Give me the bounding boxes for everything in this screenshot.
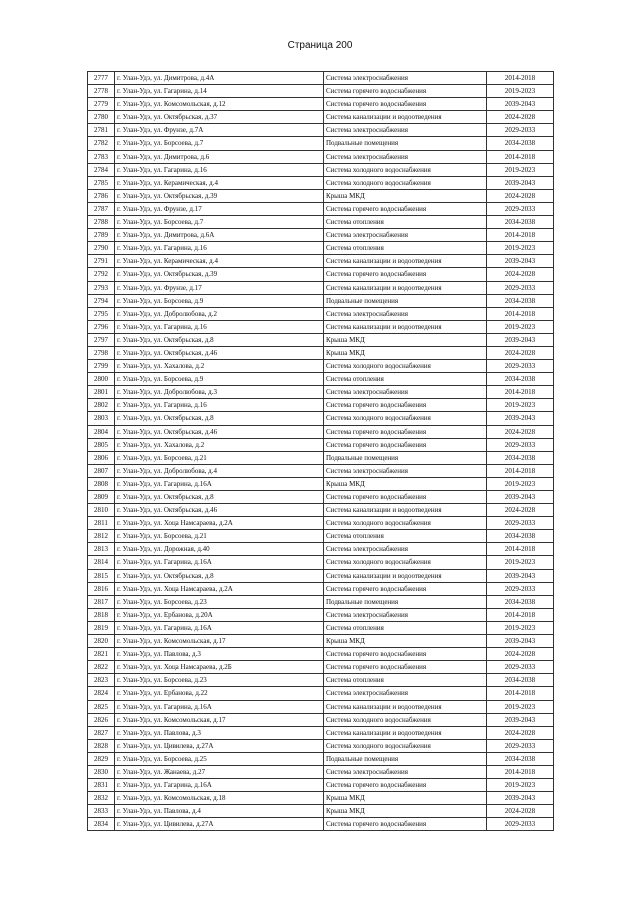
system-cell: Система холодного водоснабжения (324, 739, 487, 752)
period-cell: 2034-2038 (487, 752, 554, 765)
system-cell: Система горячего водоснабжения (324, 818, 487, 831)
period-cell: 2034-2038 (487, 530, 554, 543)
system-cell: Система канализации и водоотведения (324, 255, 487, 268)
table-row (88, 504, 554, 517)
table-row (88, 399, 554, 412)
table-row (88, 307, 554, 320)
row-number: 2828 (88, 739, 115, 752)
period-cell: 2029-2033 (487, 360, 554, 373)
address-cell: г. Улан-Удэ, ул. Октябрьская, д.8 (115, 333, 324, 346)
table-row (88, 700, 554, 713)
table-row (88, 595, 554, 608)
row-number: 2834 (88, 818, 115, 831)
address-cell: г. Улан-Удэ, ул. Борсоева, д.7 (115, 216, 324, 229)
system-cell: Система электроснабжения (324, 687, 487, 700)
table-row (88, 320, 554, 333)
row-number: 2822 (88, 661, 115, 674)
table-row (88, 648, 554, 661)
address-cell: г. Улан-Удэ, ул. Фрунзе, д.7А (115, 124, 324, 137)
address-cell: г. Улан-Удэ, ул. Керамическая, д.4 (115, 176, 324, 189)
row-number: 2795 (88, 307, 115, 320)
address-cell: г. Улан-Удэ, ул. Октябрьская, д.46 (115, 504, 324, 517)
system-cell: Система горячего водоснабжения (324, 438, 487, 451)
row-number: 2812 (88, 530, 115, 543)
row-number: 2804 (88, 425, 115, 438)
system-cell: Система отопления (324, 242, 487, 255)
system-cell: Система горячего водоснабжения (324, 268, 487, 281)
system-cell: Система горячего водоснабжения (324, 491, 487, 504)
address-cell: г. Улан-Удэ, ул. Борсоева, д.23 (115, 595, 324, 608)
period-cell: 2029-2033 (487, 661, 554, 674)
address-cell: г. Улан-Удэ, ул. Октябрьская, д.37 (115, 111, 324, 124)
address-cell: г. Улан-Удэ, ул. Борсоева, д.9 (115, 294, 324, 307)
period-cell: 2029-2033 (487, 202, 554, 215)
address-cell: г. Улан-Удэ, ул. Борсоева, д.7 (115, 137, 324, 150)
table-row (88, 451, 554, 464)
address-cell: г. Улан-Удэ, ул. Цивилева, д.27А (115, 739, 324, 752)
system-cell: Система отопления (324, 674, 487, 687)
row-number: 2808 (88, 477, 115, 490)
table-row (88, 779, 554, 792)
row-number: 2833 (88, 805, 115, 818)
period-cell: 2029-2033 (487, 582, 554, 595)
row-number: 2816 (88, 582, 115, 595)
system-cell: Система электроснабжения (324, 72, 487, 85)
system-cell: Система холодного водоснабжения (324, 517, 487, 530)
period-cell: 2039-2043 (487, 713, 554, 726)
table-row (88, 202, 554, 215)
row-number: 2787 (88, 202, 115, 215)
period-cell: 2024-2028 (487, 726, 554, 739)
period-cell: 2014-2018 (487, 464, 554, 477)
table-row (88, 765, 554, 778)
system-cell: Система холодного водоснабжения (324, 412, 487, 425)
address-cell: г. Улан-Удэ, ул. Гагарина, д.16А (115, 700, 324, 713)
row-number: 2789 (88, 229, 115, 242)
table-row (88, 268, 554, 281)
system-cell: Система электроснабжения (324, 229, 487, 242)
row-number: 2790 (88, 242, 115, 255)
period-cell: 2019-2023 (487, 242, 554, 255)
address-cell: г. Улан-Удэ, ул. Ербанова, д.20А (115, 608, 324, 621)
period-cell: 2019-2023 (487, 399, 554, 412)
period-cell: 2024-2028 (487, 805, 554, 818)
system-cell: Система канализации и водоотведения (324, 281, 487, 294)
system-cell: Система холодного водоснабжения (324, 556, 487, 569)
period-cell: 2024-2028 (487, 189, 554, 202)
table-row (88, 635, 554, 648)
system-cell: Система горячего водоснабжения (324, 202, 487, 215)
row-number: 2793 (88, 281, 115, 294)
period-cell: 2019-2023 (487, 163, 554, 176)
table-row (88, 176, 554, 189)
address-cell: г. Улан-Удэ, ул. Димитрова, д.6 (115, 150, 324, 163)
table-row (88, 543, 554, 556)
system-cell: Система холодного водоснабжения (324, 163, 487, 176)
period-cell: 2034-2038 (487, 451, 554, 464)
address-cell: г. Улан-Удэ, ул. Димитрова, д.6А (115, 229, 324, 242)
address-cell: г. Улан-Удэ, ул. Октябрьская, д.39 (115, 189, 324, 202)
address-cell: г. Улан-Удэ, ул. Октябрьская, д.8 (115, 491, 324, 504)
address-cell: г. Улан-Удэ, ул. Комсомольская, д.17 (115, 713, 324, 726)
period-cell: 2024-2028 (487, 111, 554, 124)
address-cell: г. Улан-Удэ, ул. Октябрьская, д.8 (115, 569, 324, 582)
system-cell: Подвальные помещения (324, 294, 487, 307)
row-number: 2814 (88, 556, 115, 569)
row-number: 2780 (88, 111, 115, 124)
address-cell: г. Улан-Удэ, ул. Борсоева, д.21 (115, 530, 324, 543)
row-number: 2777 (88, 72, 115, 85)
address-cell: г. Улан-Удэ, ул. Павлова, д.3 (115, 648, 324, 661)
row-number: 2825 (88, 700, 115, 713)
period-cell: 2029-2033 (487, 124, 554, 137)
address-cell: г. Улан-Удэ, ул. Гагарина, д.16 (115, 320, 324, 333)
table-row (88, 582, 554, 595)
period-cell: 2014-2018 (487, 386, 554, 399)
row-number: 2815 (88, 569, 115, 582)
period-cell: 2014-2018 (487, 608, 554, 621)
address-cell: г. Улан-Удэ, ул. Комсомольская, д.12 (115, 98, 324, 111)
table-row (88, 346, 554, 359)
period-cell: 2019-2023 (487, 779, 554, 792)
row-number: 2832 (88, 792, 115, 805)
address-cell: г. Улан-Удэ, ул. Хоца Намсараева, д.2А (115, 582, 324, 595)
repair-schedule-table (87, 71, 554, 831)
address-cell: г. Улан-Удэ, ул. Борсоева, д.9 (115, 373, 324, 386)
row-number: 2817 (88, 595, 115, 608)
row-number: 2796 (88, 320, 115, 333)
period-cell: 2014-2018 (487, 765, 554, 778)
table-row (88, 72, 554, 85)
system-cell: Система электроснабжения (324, 307, 487, 320)
system-cell: Система горячего водоснабжения (324, 648, 487, 661)
system-cell: Система электроснабжения (324, 543, 487, 556)
row-number: 2800 (88, 373, 115, 386)
table-row (88, 464, 554, 477)
table-row (88, 517, 554, 530)
address-cell: г. Улан-Удэ, ул. Добролюбова, д.2 (115, 307, 324, 320)
row-number: 2792 (88, 268, 115, 281)
period-cell: 2029-2033 (487, 281, 554, 294)
period-cell: 2029-2033 (487, 517, 554, 530)
address-cell: г. Улан-Удэ, ул. Хоца Намсараева, д.2А (115, 517, 324, 530)
address-cell: г. Улан-Удэ, ул. Димитрова, д.4А (115, 72, 324, 85)
address-cell: г. Улан-Удэ, ул. Борсоева, д.23 (115, 674, 324, 687)
address-cell: г. Улан-Удэ, ул. Жанаева, д.27 (115, 765, 324, 778)
period-cell: 2029-2033 (487, 739, 554, 752)
table-row (88, 137, 554, 150)
row-number: 2801 (88, 386, 115, 399)
address-cell: г. Улан-Удэ, ул. Добролюбова, д.3 (115, 386, 324, 399)
table-row (88, 569, 554, 582)
period-cell: 2024-2028 (487, 346, 554, 359)
system-cell: Система горячего водоснабжения (324, 661, 487, 674)
period-cell: 2014-2018 (487, 229, 554, 242)
address-cell: г. Улан-Удэ, ул. Гагарина, д.16А (115, 779, 324, 792)
table-row (88, 477, 554, 490)
period-cell: 2019-2023 (487, 85, 554, 98)
row-number: 2823 (88, 674, 115, 687)
row-number: 2783 (88, 150, 115, 163)
system-cell: Система горячего водоснабжения (324, 425, 487, 438)
system-cell: Подвальные помещения (324, 595, 487, 608)
row-number: 2798 (88, 346, 115, 359)
table-row (88, 805, 554, 818)
period-cell: 2014-2018 (487, 72, 554, 85)
table-row (88, 163, 554, 176)
address-cell: г. Улан-Удэ, ул. Октябрьская, д.46 (115, 346, 324, 359)
row-number: 2827 (88, 726, 115, 739)
system-cell: Крыша МКД (324, 635, 487, 648)
row-number: 2805 (88, 438, 115, 451)
period-cell: 2019-2023 (487, 621, 554, 634)
address-cell: г. Улан-Удэ, ул. Комсомольская, д.18 (115, 792, 324, 805)
address-cell: г. Улан-Удэ, ул. Добролюбова, д.4 (115, 464, 324, 477)
table-row (88, 98, 554, 111)
table-row (88, 386, 554, 399)
period-cell: 2024-2028 (487, 425, 554, 438)
table-row (88, 360, 554, 373)
row-number: 2810 (88, 504, 115, 517)
system-cell: Система горячего водоснабжения (324, 399, 487, 412)
system-cell: Система отопления (324, 621, 487, 634)
address-cell: г. Улан-Удэ, ул. Павлова, д.3 (115, 726, 324, 739)
period-cell: 2024-2028 (487, 648, 554, 661)
period-cell: 2029-2033 (487, 818, 554, 831)
system-cell: Система электроснабжения (324, 765, 487, 778)
table-row (88, 412, 554, 425)
system-cell: Система канализации и водоотведения (324, 569, 487, 582)
row-number: 2819 (88, 621, 115, 634)
table-row (88, 124, 554, 137)
table-row (88, 438, 554, 451)
address-cell: г. Улан-Удэ, ул. Борсоева, д.21 (115, 451, 324, 464)
table-row (88, 491, 554, 504)
table-row (88, 189, 554, 202)
system-cell: Система канализации и водоотведения (324, 111, 487, 124)
table-row (88, 229, 554, 242)
table-row (88, 687, 554, 700)
row-number: 2781 (88, 124, 115, 137)
address-cell: г. Улан-Удэ, ул. Борсоева, д.25 (115, 752, 324, 765)
table-row (88, 739, 554, 752)
row-number: 2799 (88, 360, 115, 373)
row-number: 2830 (88, 765, 115, 778)
address-cell: г. Улан-Удэ, ул. Хоца Намсараева, д.2Б (115, 661, 324, 674)
system-cell: Система канализации и водоотведения (324, 726, 487, 739)
table-row (88, 281, 554, 294)
system-cell: Подвальные помещения (324, 752, 487, 765)
table-row (88, 661, 554, 674)
table-row (88, 752, 554, 765)
period-cell: 2039-2043 (487, 635, 554, 648)
period-cell: 2034-2038 (487, 294, 554, 307)
row-number: 2786 (88, 189, 115, 202)
row-number: 2803 (88, 412, 115, 425)
table-row (88, 333, 554, 346)
period-cell: 2034-2038 (487, 373, 554, 386)
period-cell: 2019-2023 (487, 477, 554, 490)
period-cell: 2039-2043 (487, 255, 554, 268)
period-cell: 2034-2038 (487, 595, 554, 608)
address-cell: г. Улан-Удэ, ул. Комсомольская, д.17 (115, 635, 324, 648)
system-cell: Подвальные помещения (324, 451, 487, 464)
period-cell: 2039-2043 (487, 412, 554, 425)
address-cell: г. Улан-Удэ, ул. Керамическая, д.4 (115, 255, 324, 268)
table-row (88, 242, 554, 255)
table-row (88, 713, 554, 726)
row-number: 2782 (88, 137, 115, 150)
row-number: 2784 (88, 163, 115, 176)
row-number: 2779 (88, 98, 115, 111)
row-number: 2807 (88, 464, 115, 477)
address-cell: г. Улан-Удэ, ул. Гагарина, д.16 (115, 163, 324, 176)
period-cell: 2039-2043 (487, 569, 554, 582)
row-number: 2809 (88, 491, 115, 504)
row-number: 2820 (88, 635, 115, 648)
address-cell: г. Улан-Удэ, ул. Хахалова, д.2 (115, 438, 324, 451)
address-cell: г. Улан-Удэ, ул. Дорожная, д.40 (115, 543, 324, 556)
system-cell: Система электроснабжения (324, 386, 487, 399)
address-cell: г. Улан-Удэ, ул. Гагарина, д.16А (115, 621, 324, 634)
system-cell: Крыша МКД (324, 477, 487, 490)
period-cell: 2034-2038 (487, 216, 554, 229)
period-cell: 2039-2043 (487, 98, 554, 111)
table-row (88, 674, 554, 687)
system-cell: Система отопления (324, 373, 487, 386)
period-cell: 2034-2038 (487, 674, 554, 687)
period-cell: 2014-2018 (487, 687, 554, 700)
period-cell: 2024-2028 (487, 268, 554, 281)
row-number: 2818 (88, 608, 115, 621)
row-number: 2802 (88, 399, 115, 412)
system-cell: Система горячего водоснабжения (324, 779, 487, 792)
period-cell: 2019-2023 (487, 700, 554, 713)
period-cell: 2039-2043 (487, 176, 554, 189)
table-row (88, 608, 554, 621)
table-row (88, 556, 554, 569)
row-number: 2811 (88, 517, 115, 530)
row-number: 2829 (88, 752, 115, 765)
system-cell: Система отопления (324, 216, 487, 229)
address-cell: г. Улан-Удэ, ул. Фрунзе, д.17 (115, 281, 324, 294)
period-cell: 2029-2033 (487, 438, 554, 451)
system-cell: Система холодного водоснабжения (324, 360, 487, 373)
table-row (88, 85, 554, 98)
period-cell: 2024-2028 (487, 504, 554, 517)
address-cell: г. Улан-Удэ, ул. Гагарина, д.16А (115, 556, 324, 569)
period-cell: 2014-2018 (487, 543, 554, 556)
system-cell: Крыша МКД (324, 792, 487, 805)
address-cell: г. Улан-Удэ, ул. Павлова, д.4 (115, 805, 324, 818)
address-cell: г. Улан-Удэ, ул. Октябрьская, д.8 (115, 412, 324, 425)
row-number: 2831 (88, 779, 115, 792)
row-number: 2788 (88, 216, 115, 229)
table-row (88, 150, 554, 163)
system-cell: Система электроснабжения (324, 464, 487, 477)
system-cell: Система холодного водоснабжения (324, 713, 487, 726)
row-number: 2797 (88, 333, 115, 346)
system-cell: Система горячего водоснабжения (324, 98, 487, 111)
system-cell: Система канализации и водоотведения (324, 700, 487, 713)
row-number: 2778 (88, 85, 115, 98)
address-cell: г. Улан-Удэ, ул. Цивилева, д.27А (115, 818, 324, 831)
address-cell: г. Улан-Удэ, ул. Гагарина, д.16 (115, 399, 324, 412)
row-number: 2794 (88, 294, 115, 307)
table-row (88, 726, 554, 739)
table-row (88, 216, 554, 229)
system-cell: Подвальные помещения (324, 137, 487, 150)
period-cell: 2019-2023 (487, 556, 554, 569)
address-cell: г. Улан-Удэ, ул. Гагарина, д.16А (115, 477, 324, 490)
row-number: 2806 (88, 451, 115, 464)
system-cell: Система отопления (324, 530, 487, 543)
address-cell: г. Улан-Удэ, ул. Октябрьская, д.39 (115, 268, 324, 281)
period-cell: 2019-2023 (487, 320, 554, 333)
period-cell: 2034-2038 (487, 137, 554, 150)
table-row (88, 818, 554, 831)
period-cell: 2014-2018 (487, 307, 554, 320)
system-cell: Система канализации и водоотведения (324, 320, 487, 333)
system-cell: Крыша МКД (324, 189, 487, 202)
period-cell: 2014-2018 (487, 150, 554, 163)
system-cell: Система электроснабжения (324, 124, 487, 137)
table-row (88, 621, 554, 634)
address-cell: г. Улан-Удэ, ул. Гагарина, д.16 (115, 242, 324, 255)
row-number: 2813 (88, 543, 115, 556)
address-cell: г. Улан-Удэ, ул. Ербанова, д.22 (115, 687, 324, 700)
period-cell: 2039-2043 (487, 333, 554, 346)
system-cell: Система электроснабжения (324, 608, 487, 621)
system-cell: Система электроснабжения (324, 150, 487, 163)
period-cell: 2039-2043 (487, 491, 554, 504)
table-row (88, 373, 554, 386)
table-row (88, 294, 554, 307)
row-number: 2824 (88, 687, 115, 700)
table-row (88, 792, 554, 805)
address-cell: г. Улан-Удэ, ул. Гагарина, д.14 (115, 85, 324, 98)
address-cell: г. Улан-Удэ, ул. Хахалова, д.2 (115, 360, 324, 373)
row-number: 2791 (88, 255, 115, 268)
system-cell: Система канализации и водоотведения (324, 504, 487, 517)
system-cell: Крыша МКД (324, 346, 487, 359)
row-number: 2821 (88, 648, 115, 661)
system-cell: Крыша МКД (324, 333, 487, 346)
page-title: Страница 200 (287, 40, 353, 51)
table-row (88, 111, 554, 124)
row-number: 2826 (88, 713, 115, 726)
system-cell: Система холодного водоснабжения (324, 176, 487, 189)
system-cell: Система горячего водоснабжения (324, 582, 487, 595)
system-cell: Система горячего водоснабжения (324, 85, 487, 98)
row-number: 2785 (88, 176, 115, 189)
address-cell: г. Улан-Удэ, ул. Октябрьская, д.46 (115, 425, 324, 438)
table-row (88, 255, 554, 268)
table-body (88, 72, 554, 831)
system-cell: Крыша МКД (324, 805, 487, 818)
table-row (88, 530, 554, 543)
address-cell: г. Улан-Удэ, ул. Фрунзе, д.17 (115, 202, 324, 215)
period-cell: 2039-2043 (487, 792, 554, 805)
table-row (88, 425, 554, 438)
